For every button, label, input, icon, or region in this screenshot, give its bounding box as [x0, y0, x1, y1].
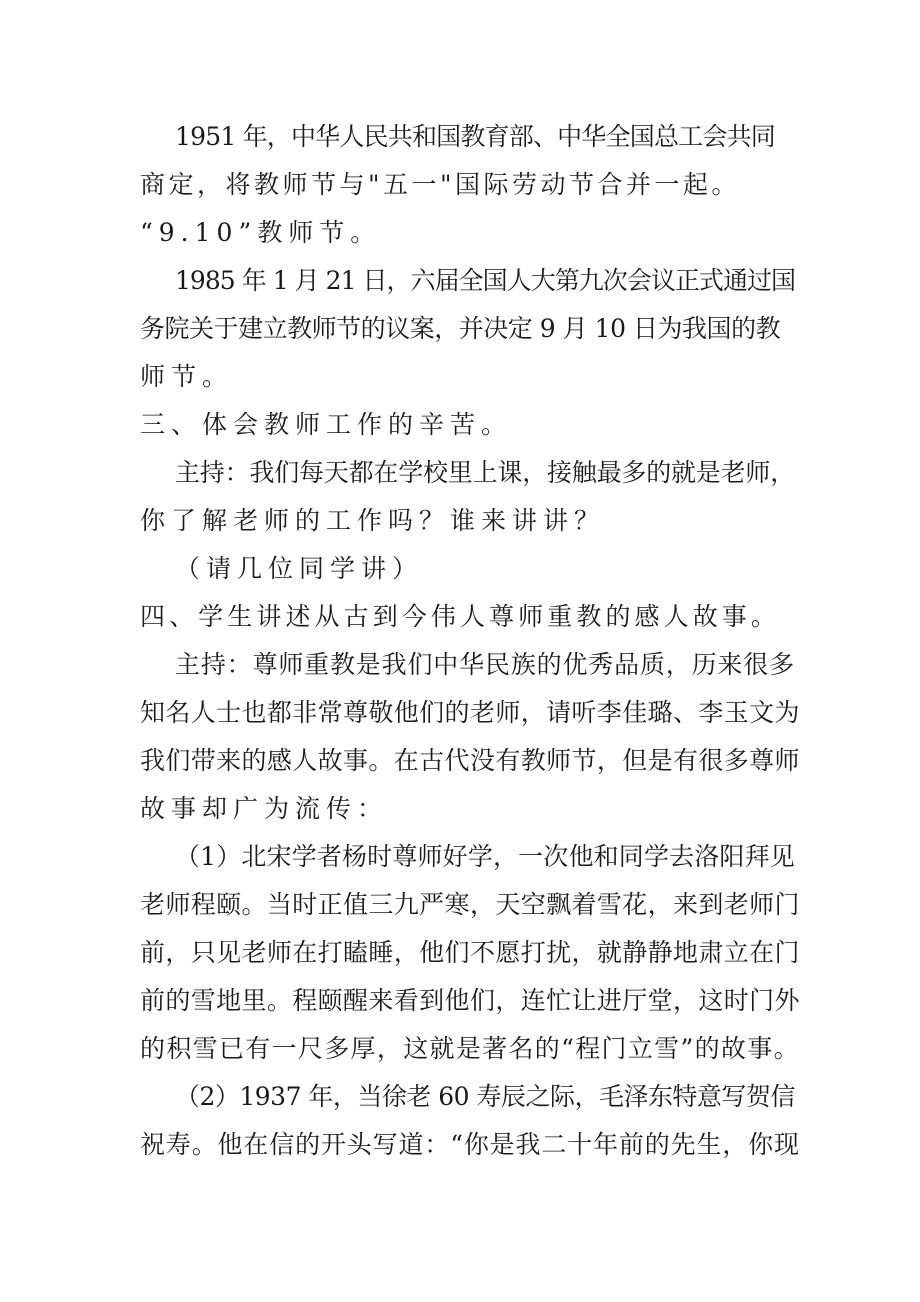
text-line: 前的雪地里。程颐醒来看到他们，连忙让进厅堂，这时门外 [140, 986, 800, 1015]
text-line: （2）1937 年，当徐老 60 寿辰之际，毛泽东特意写贺信 [175, 1082, 795, 1111]
text-line: 故事却广为流传： [140, 794, 389, 823]
text-line: 前，只见老师在打瞌睡，他们不愿打扰，就静静地肃立在门 [140, 938, 800, 967]
text-line: 祝寿。他在信的开头写道：“你是我二十年前的先生，你现 [140, 1130, 800, 1159]
text-line: 师节。 [140, 362, 234, 391]
text-line: 你了解老师的工作吗？谁来讲讲？ [140, 506, 606, 535]
text-line: 我们带来的感人故事。在古代没有教师节，但是有很多尊师 [140, 746, 800, 775]
text-line: 主持：尊师重教是我们中华民族的优秀品质，历来很多 [175, 650, 795, 679]
text-line: 务院关于建立教师节的议案，并决定 9 月 10 日为我国的教 [140, 314, 781, 343]
text-line: “9.10”教师节。 [140, 218, 382, 247]
text-line: 1951 年，中华人民共和国教育部、中华全国总工会共同 [175, 122, 775, 151]
text-line: 的积雪已有一尺多厚，这就是著名的“程门立雪”的故事。 [140, 1034, 800, 1063]
text-line: 商定，将教师节与"五一"国际劳动节合并一起。 [140, 170, 740, 199]
text-line: 1985 年 1 月 21 日，六届全国人大第九次会议正式通过国 [175, 266, 796, 295]
text-line: 知名人士也都非常尊敬他们的老师，请听李佳璐、李玉文为 [140, 698, 800, 727]
text-line: 老师程颐。当时正值三九严寒，天空飘着雪花，来到老师门 [140, 890, 800, 919]
text-line: 主持：我们每天都在学校里上课，接触最多的就是老师， [175, 458, 796, 487]
text-line: （请几位同学讲） [175, 554, 424, 583]
section-heading: 四、学生讲述从古到今伟人尊师重教的感人故事。 [140, 602, 780, 631]
text-line: （1）北宋学者杨时尊师好学，一次他和同学去洛阳拜见 [175, 842, 795, 871]
section-heading: 三、体会教师工作的辛苦。 [140, 410, 513, 439]
